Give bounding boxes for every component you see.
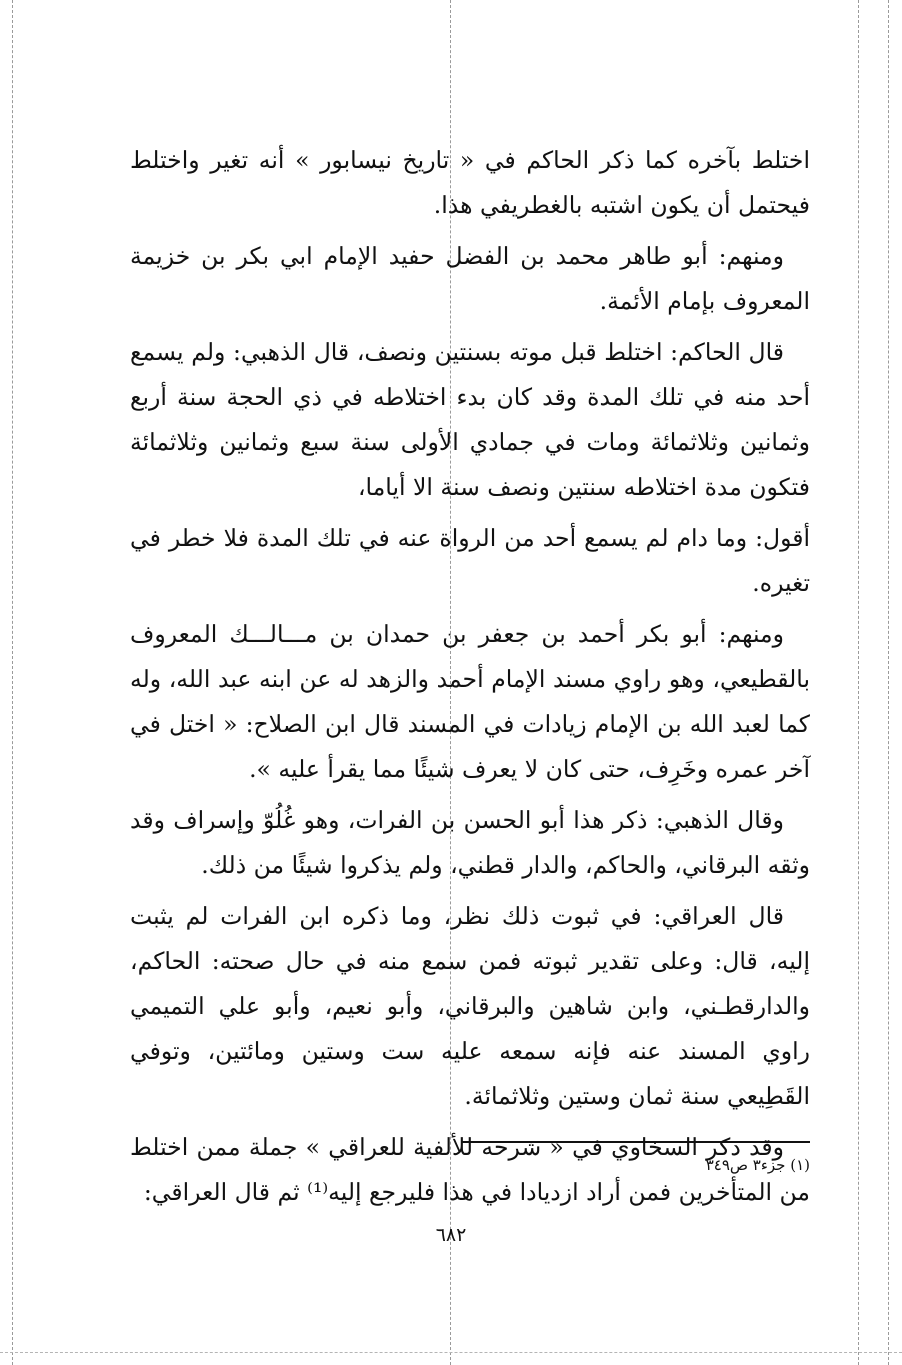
guide-line [0, 1352, 902, 1353]
paragraph: ومنهم: أبو بكر أحمد بن جعفر بن حمدان بن مـــالـــك المعروف بالقطيعي، وهو راوي مسند الإمام أحمد والزهد له عن ابنه عبد الله، وله كما لعبد الله بن الإمام زيادات في المسند قال ابن الصلاح: « اختل في آخر عمره وخَرِف، حتى كان لا يعرف شيئًا مما يقرأ عليه ». [130, 620, 810, 783]
paragraph: ومنهم: أبو طاهر محمد بن الفضل حفيد الإمام ابي بكر بن خزيمة المعروف بإمام الأئمة. [130, 242, 810, 315]
paragraph: اختلط بآخره كما ذكر الحاكم في « تاريخ نيسابور » أنه تغير واختلط فيحتمل أن يكون اشتبه بالغطريفي هذا. [130, 146, 810, 219]
footnote-divider [462, 1141, 810, 1143]
footnote: (١) جزء٣ ص٣٤٩ [705, 1156, 810, 1174]
page-body [130, 138, 810, 1221]
paragraph: قال العراقي: في ثبوت ذلك نظر، وما ذكره ابن الفرات لم يثبت إليه، قال: وعلى تقدير ثبوته فمن سمع منه في حال صحته: الحاكم، والدارقطـني، وابن شاهين والبرقاني، وأبو نعيم، وأبو علي التميمي راوي المسند عنه فإنه سمعه عليه ست وستين ومائتين، وتوفي القَطِيعي سنة ثمان وستين وثلاثمائة. [130, 902, 810, 1110]
guide-line [858, 0, 859, 1365]
paragraph: وقال الذهبي: ذكر هذا أبو الحسن بن الفرات، وهو غُلُوّ وإسراف وقد وثقه البرقاني، والحاكم، والدار قطني، ولم يذكروا شيئًا من ذلك. [130, 806, 810, 879]
guide-line [888, 0, 889, 1365]
paragraph: قال الحاكم: اختلط قبل موته بسنتين ونصف، قال الذهبي: ولم يسمع أحد منه في تلك المدة وقد كان بدء اختلاطه في ذي الحجة سنة أربع وثمانين وثلاثمائة ومات في جمادي الأولى سنة سبع وثمانين وثلاثمائة فتكون مدة اختلاطه سنتين ونصف سنة الا أياما، [130, 338, 810, 501]
page-number: ٦٨٢ [435, 1224, 467, 1246]
paragraph: أقول: وما دام لم يسمع أحد من الرواة عنه في تلك المدة فلا خطر في تغيره. [130, 524, 810, 597]
paragraph: وقد ذكر السخاوي في « شرحه للألفية للعراقي » جملة ممن اختلط من المتأخرين فمن أراد ازديادا في هذا فليرجع إليه⁽¹⁾ ثم قال العراقي: [130, 1133, 810, 1206]
guide-line [12, 0, 13, 1365]
